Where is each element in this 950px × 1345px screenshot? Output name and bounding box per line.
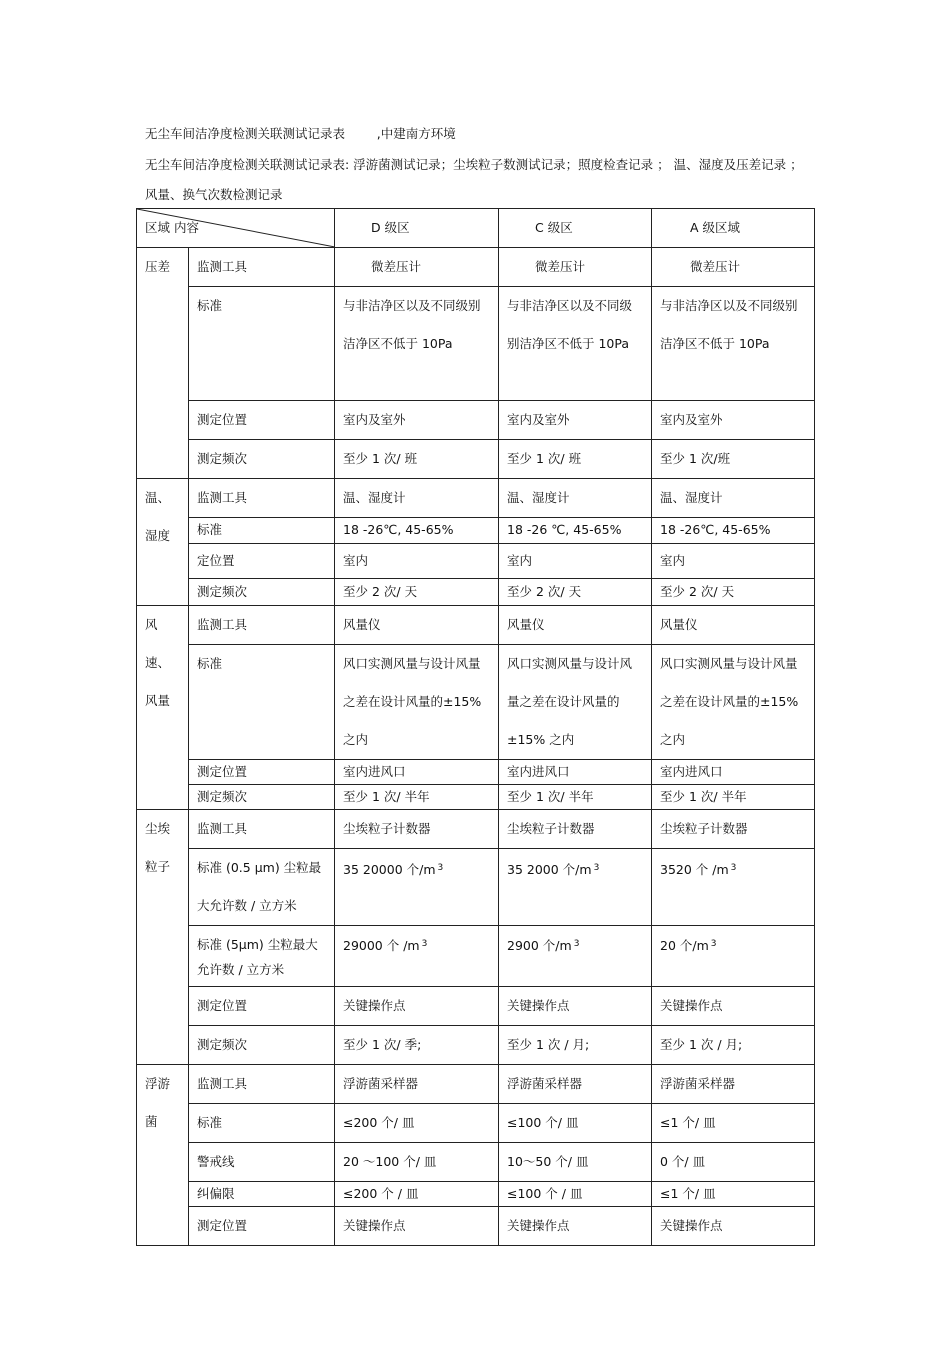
table-row <box>137 579 815 606</box>
cell-a: 关键操作点 <box>652 1207 815 1246</box>
category-airflow-line3: 风量 <box>145 693 171 708</box>
cell-c: ≤100 个/ 皿 <box>499 1104 652 1143</box>
row-label: 警戒线 <box>189 1143 335 1182</box>
cell-d: 与非洁净区以及不同级别洁净区不低于 10Pa <box>335 287 499 401</box>
row-label: 测定频次 <box>189 785 335 810</box>
cell-c: 风量仪 <box>499 606 652 645</box>
cell-a: 至少 1 次 / 月; <box>652 1026 815 1065</box>
table-row <box>137 1026 815 1065</box>
cell-d: 关键操作点 <box>335 1207 499 1246</box>
category-airflow-line1: 风 <box>145 617 158 632</box>
table-row <box>137 1143 815 1182</box>
exponent: 3 <box>730 863 737 873</box>
cell-d: 室内进风口 <box>335 760 499 785</box>
row-label: 监测工具 <box>189 810 335 849</box>
zone-d-header: D 级区 <box>335 209 499 248</box>
cell-d: 至少 2 次/ 天 <box>335 579 499 606</box>
cell-a: 至少 1 次/班 <box>652 440 815 479</box>
cell-a: 至少 1 次/ 半年 <box>652 785 815 810</box>
cell-d: 18 -26℃, 45-65% <box>335 518 499 544</box>
cell-c <box>499 849 652 926</box>
value: 35 20000 个/m <box>343 862 436 877</box>
cell-c: 至少 1 次/ 半年 <box>499 785 652 810</box>
row-label: 监测工具 <box>189 606 335 645</box>
row-label: 纠偏限 <box>189 1182 335 1207</box>
row-label: 监测工具 <box>189 479 335 518</box>
row-label: 测定位置 <box>189 1207 335 1246</box>
row-label: 标准 <box>189 518 335 544</box>
cell-a: 与非洁净区以及不同级别洁净区不低于 10Pa <box>652 287 815 401</box>
cell-c: 室内 <box>499 544 652 579</box>
table-row <box>137 849 815 926</box>
cell-a <box>652 849 815 926</box>
table-row <box>137 518 815 544</box>
category-pressure: 压差 <box>137 248 189 479</box>
table-row <box>137 810 815 849</box>
cell-a: 室内进风口 <box>652 760 815 785</box>
cell-d: ≤200 个/ 皿 <box>335 1104 499 1143</box>
cell-a: 0 个/ 皿 <box>652 1143 815 1182</box>
cell-a: 至少 2 次/ 天 <box>652 579 815 606</box>
cell-c: ≤100 个 / 皿 <box>499 1182 652 1207</box>
category-bacteria: 浮游菌 <box>137 1065 189 1246</box>
exponent: 3 <box>593 863 600 873</box>
row-label: 标准 <box>189 287 335 401</box>
row-label: 测定频次 <box>189 1026 335 1065</box>
table-row <box>137 926 815 987</box>
cell-d: 关键操作点 <box>335 987 499 1026</box>
cell-d: 微差压计 <box>335 248 499 287</box>
cell-c: 18 -26 ℃, 45-65% <box>499 518 652 544</box>
row-label: 监测工具 <box>189 1065 335 1104</box>
cell-d: 至少 1 次/ 班 <box>335 440 499 479</box>
cell-a: 风口实测风量与设计风量之差在设计风量的±15% 之内 <box>652 645 815 760</box>
row-label: 标准 <box>189 645 335 760</box>
cell-d: 室内及室外 <box>335 401 499 440</box>
cell-a: ≤1 个/ 皿 <box>652 1104 815 1143</box>
table-row <box>137 987 815 1026</box>
category-airflow-line2: 速、 <box>145 655 171 670</box>
cell-c: 室内进风口 <box>499 760 652 785</box>
corner-label: 区域 内容 <box>145 220 199 235</box>
table-row <box>137 401 815 440</box>
value: 35 2000 个/m <box>507 862 592 877</box>
category-temp-humidity: 温、湿度 <box>137 479 189 606</box>
cell-a: 微差压计 <box>652 248 815 287</box>
cell-c: 至少 1 次/ 班 <box>499 440 652 479</box>
value: 20 个/m <box>660 938 709 953</box>
cell-a: 浮游菌采样器 <box>652 1065 815 1104</box>
cell-c: 关键操作点 <box>499 987 652 1026</box>
cell-d <box>335 926 499 987</box>
table-row <box>137 1065 815 1104</box>
table-row <box>137 248 815 287</box>
table-row <box>137 760 815 785</box>
cell-a: 尘埃粒子计数器 <box>652 810 815 849</box>
cell-d: 风口实测风量与设计风量之差在设计风量的±15% 之内 <box>335 645 499 760</box>
cell-d: 温、湿度计 <box>335 479 499 518</box>
table-row <box>137 1207 815 1246</box>
row-label: 定位置 <box>189 544 335 579</box>
zone-c-header: C 级区 <box>499 209 652 248</box>
table-row <box>137 606 815 645</box>
value: 29000 个 /m <box>343 938 420 953</box>
cell-d: 风量仪 <box>335 606 499 645</box>
cell-d: 至少 1 次/ 季; <box>335 1026 499 1065</box>
cell-c: 温、湿度计 <box>499 479 652 518</box>
cell-a: 温、湿度计 <box>652 479 815 518</box>
row-label: 测定频次 <box>189 579 335 606</box>
table-row <box>137 440 815 479</box>
table-row <box>137 645 815 760</box>
inspection-table <box>136 208 815 1246</box>
row-label: 测定频次 <box>189 440 335 479</box>
value: 3520 个 /m <box>660 862 729 877</box>
category-airflow <box>137 606 189 810</box>
cell-c: 风口实测风量与设计风量之差在设计风量的±15% 之内 <box>499 645 652 760</box>
zone-a-header: A 级区域 <box>652 209 815 248</box>
row-label: 监测工具 <box>189 248 335 287</box>
cell-a: 18 -26℃, 45-65% <box>652 518 815 544</box>
exponent: 3 <box>437 863 444 873</box>
cell-c: 浮游菌采样器 <box>499 1065 652 1104</box>
cell-d: 室内 <box>335 544 499 579</box>
cell-d: 浮游菌采样器 <box>335 1065 499 1104</box>
cell-d: 至少 1 次/ 半年 <box>335 785 499 810</box>
cell-d <box>335 849 499 926</box>
row-label: 标准 (0.5 µm) 尘粒最大允许数 / 立方米 <box>189 849 335 926</box>
table-row <box>137 1104 815 1143</box>
row-label: 标准 <box>189 1104 335 1143</box>
table-row <box>137 544 815 579</box>
cell-a: 关键操作点 <box>652 987 815 1026</box>
row-label: 标准 (5µm) 尘粒最大允许数 / 立方米 <box>189 926 335 987</box>
doc-subtitle-line: 无尘车间洁净度检测关联测试记录表: 浮游菌测试记录；尘埃粒子数测试记录；照度检查记录 ； 温、湿度及压差记录 ； 风量、换气次数检测记录 <box>145 157 803 202</box>
cell-a: ≤1 个/ 皿 <box>652 1182 815 1207</box>
cell-d: 尘埃粒子计数器 <box>335 810 499 849</box>
cell-a: 室内 <box>652 544 815 579</box>
cell-c: 与非洁净区以及不同级别洁净区不低于 10Pa <box>499 287 652 401</box>
category-dust: 尘埃粒子 <box>137 810 189 1065</box>
header-row <box>137 209 815 248</box>
cell-c: 至少 1 次 / 月; <box>499 1026 652 1065</box>
cell-c: 尘埃粒子计数器 <box>499 810 652 849</box>
cell-c: 至少 2 次/ 天 <box>499 579 652 606</box>
cell-c: 室内及室外 <box>499 401 652 440</box>
exponent: 3 <box>421 939 428 949</box>
exponent: 3 <box>573 939 580 949</box>
cell-a: 风量仪 <box>652 606 815 645</box>
exponent: 3 <box>710 939 717 949</box>
doc-title-line: 无尘车间洁净度检测关联测试记录表 ,中建南方环境 <box>145 126 456 141</box>
cell-c: 关键操作点 <box>499 1207 652 1246</box>
cell-d: 20 ～100 个/ 皿 <box>335 1143 499 1182</box>
row-label: 测定位置 <box>189 987 335 1026</box>
cell-a <box>652 926 815 987</box>
cell-a: 室内及室外 <box>652 401 815 440</box>
row-label: 测定位置 <box>189 401 335 440</box>
corner-cell <box>137 209 335 248</box>
cell-c: 微差压计 <box>499 248 652 287</box>
table-row <box>137 785 815 810</box>
cell-c: 10～50 个/ 皿 <box>499 1143 652 1182</box>
row-label: 测定位置 <box>189 760 335 785</box>
table-row <box>137 479 815 518</box>
cell-d: ≤200 个 / 皿 <box>335 1182 499 1207</box>
table-row <box>137 287 815 401</box>
value: 2900 个/m <box>507 938 572 953</box>
table-row <box>137 1182 815 1207</box>
cell-c <box>499 926 652 987</box>
